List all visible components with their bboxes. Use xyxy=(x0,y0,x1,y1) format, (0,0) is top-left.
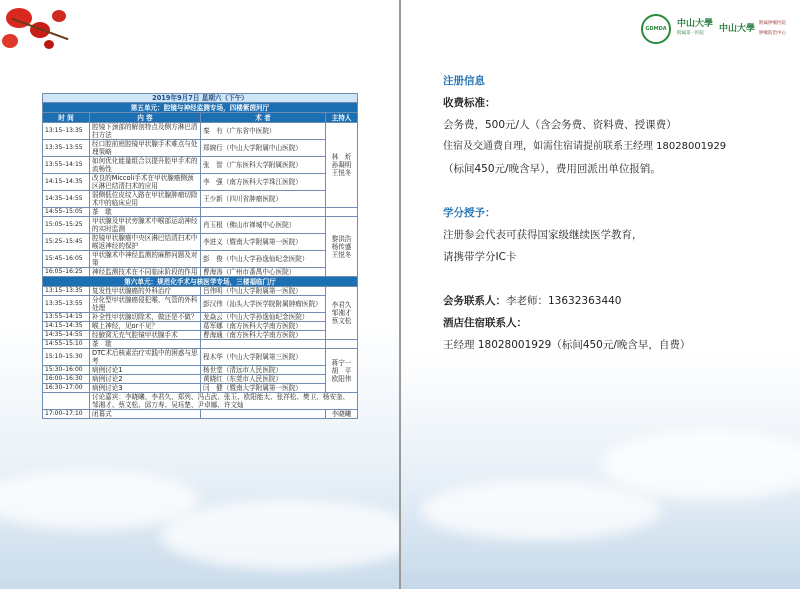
hotel-value: 王经理 18028001929（标间450元/晚含早，自费） xyxy=(443,339,691,351)
table-row xyxy=(43,217,358,234)
fee-line: 会务费，500元/人（含会务费、资料费、授课费） xyxy=(443,119,677,131)
table-row xyxy=(43,123,358,140)
header-speaker: 术 者 xyxy=(201,113,326,123)
table-row xyxy=(43,174,358,191)
row-content: 弱侧低位皮纹入路在甲状腺肿瘤切除术中的临床应用 xyxy=(90,191,201,208)
row-content: 腔镜甲状腺癌中央区淋巴结清扫术中喉返神经的保护 xyxy=(90,234,201,251)
row-speaker: 郑綩行（中山大学附属中山医院） xyxy=(201,140,326,157)
row-time: 15:25–15:45 xyxy=(43,234,90,251)
row-speaker: 葛军娜（南方医科大学南方医院） xyxy=(201,322,326,331)
unit-six-title: 第六单元：规范化手术与核医学专场，三楼福临门厅 xyxy=(43,277,358,287)
sysu-cancer-center-logo: 中山大學 附属肿瘤医院 肿瘤防治中心 xyxy=(718,21,786,36)
closing-content: 闭幕式 xyxy=(90,410,201,419)
row-content: 改良的Miccoli手术在甲状腺癌侧颈区淋巴结清扫术的应用 xyxy=(90,174,201,191)
logo-bar xyxy=(641,12,786,46)
row-content: 病例讨论1 xyxy=(90,366,201,375)
table-row xyxy=(43,296,358,313)
row-speaker: 秦 有（广东省中医院） xyxy=(201,123,326,140)
row-time: 13:55–14:15 xyxy=(43,157,90,174)
row-content: DTC术后核素治疗实践中的困惑与思考 xyxy=(90,349,201,366)
row-speaker: 程木华（中山大学附属第三医院） xyxy=(201,349,326,366)
table-row xyxy=(43,322,358,331)
row-content: 神经监测技术在不同临床阶段的作用 xyxy=(90,268,201,277)
unit-five-title: 第五单元：腔镜与神经监测专场，四楼紫茵河厅 xyxy=(43,103,358,113)
row-content: 腔镜下颈部的解剖特点及侧方淋巴清扫方法 xyxy=(90,123,201,140)
row-content: 茶 歇 xyxy=(90,208,201,217)
row-speaker: 杨世堂（清远市人民医院） xyxy=(201,366,326,375)
row-content: 如何优化能量组合以提升腔甲手术的流畅性 xyxy=(90,157,201,174)
host-cell: 黎洪浩 杨传盛 王悦冬 xyxy=(326,217,358,277)
schedule-table xyxy=(42,93,358,419)
closing-time: 17:00–17:10 xyxy=(43,410,90,419)
row-time: 16:05–16:25 xyxy=(43,268,90,277)
row-time: 16:00–16:30 xyxy=(43,375,90,384)
contact-label: 会务联系人： xyxy=(443,295,506,307)
table-row xyxy=(43,208,358,217)
row-content: 甲状腺术中神经监测的麻醉问题及对策 xyxy=(90,251,201,268)
row-speaker: 曹海通（南方医科大学南方医院） xyxy=(201,331,326,340)
row-time: 13:15–13:35 xyxy=(43,287,90,296)
table-row xyxy=(43,393,358,410)
header-time: 时 间 xyxy=(43,113,90,123)
row-time: 13:55–14:15 xyxy=(43,313,90,322)
sysu-first-hospital-logo: 中山大學 附属第一医院 xyxy=(676,19,713,36)
row-speaker xyxy=(201,208,326,217)
table-row xyxy=(43,157,358,174)
row-time: 14:55–15:05 xyxy=(43,208,90,217)
schedule-date: 2019年9月7日 星期六（下午） xyxy=(43,94,358,103)
lodging-line: 住宿及交通费自理，如需住宿请提前联系王经理 18028001929 xyxy=(443,141,727,152)
row-speaker xyxy=(201,340,326,349)
host-cell: 李君久 邹湘才 蔡文松 xyxy=(326,287,358,340)
table-row xyxy=(43,410,358,419)
table-row xyxy=(43,340,358,349)
row-speaker: 张 智（广东医科大学附属医院） xyxy=(201,157,326,174)
row-speaker: 李进义（暨南大学附属第一医院） xyxy=(201,234,326,251)
row-time: 13:35–13:55 xyxy=(43,296,90,313)
lodging-line2: （标间450元/晚含早），费用回派出单位报销。 xyxy=(443,163,661,175)
credit-title: 学分授予： xyxy=(443,207,496,219)
row-time: 13:35–13:55 xyxy=(43,140,90,157)
table-row xyxy=(43,349,358,366)
row-time: 14:15–14:35 xyxy=(43,174,90,191)
row-speaker: 吕伟明（中山大学附属第一医院） xyxy=(201,287,326,296)
table-row xyxy=(43,313,358,322)
row-speaker: 曹海涛（广州市番禺中心医院） xyxy=(201,268,326,277)
credit-line1: 注册参会代表可获得国家级继续医学教育， xyxy=(443,229,643,241)
row-time: 15:05–15:25 xyxy=(43,217,90,234)
host-cell xyxy=(326,340,358,349)
unit-six-rows xyxy=(43,287,358,393)
table-row xyxy=(43,384,358,393)
contact-value: 李老师：13632363440 xyxy=(506,295,622,307)
contact-line xyxy=(443,290,773,312)
table-row xyxy=(43,191,358,208)
table-row xyxy=(43,268,358,277)
header-content: 内 容 xyxy=(90,113,201,123)
row-time: 15:30–16:00 xyxy=(43,366,90,375)
cloud-decoration xyxy=(160,500,399,570)
table-row xyxy=(43,375,358,384)
host-cell: 蒋宁一 胡 平 欧阳伟 xyxy=(326,349,358,393)
table-row xyxy=(43,251,358,268)
row-content: 茶 歇 xyxy=(90,340,201,349)
registration-info xyxy=(443,70,773,356)
row-content: 甲状腺及甲状旁腺术中喉部运动神经的实时监测 xyxy=(90,217,201,234)
table-row xyxy=(43,234,358,251)
row-speaker: 肖玉根（佛山市禅城中心医院） xyxy=(201,217,326,234)
row-content: 病例讨论3 xyxy=(90,384,201,393)
left-page xyxy=(0,0,399,589)
hotel-label: 酒店住宿联系人： xyxy=(443,317,527,329)
row-speaker: 王少新（四川省肿瘤医院） xyxy=(201,191,326,208)
row-speaker: 龙焱云（中山大学孙逸仙纪念医院） xyxy=(201,313,326,322)
row-content: 喉上神经，见or不见？ xyxy=(90,322,201,331)
host-cell: 林 炘 孙凝明 王悦冬 xyxy=(326,123,358,208)
row-time: 14:15–14:35 xyxy=(43,322,90,331)
row-speaker: 彭 俊（中山大学孙逸仙纪念医院） xyxy=(201,251,326,268)
row-content: 病例讨论2 xyxy=(90,375,201,384)
closing-host: 李晓曦 xyxy=(326,410,358,419)
row-content: 分化型甲状腺癌侵犯喉、气管的外科处理 xyxy=(90,296,201,313)
row-time: 14:55–15:10 xyxy=(43,340,90,349)
unit-five-rows xyxy=(43,123,358,277)
gdmda-logo: GDMDA xyxy=(641,14,671,44)
fee-title: 收费标准： xyxy=(443,97,496,109)
header-host: 主持人 xyxy=(326,113,358,123)
credit-line2: 请携带学分IC卡 xyxy=(443,251,517,263)
row-time: 15:10–15:30 xyxy=(43,349,90,366)
row-content: 经腋窝无充气腔镜甲状腺手术 xyxy=(90,331,201,340)
table-row xyxy=(43,331,358,340)
row-time: 15:45–16:05 xyxy=(43,251,90,268)
row-time: 16:30–17:00 xyxy=(43,384,90,393)
row-speaker: 李 强（南方医科大学珠江医院） xyxy=(201,174,326,191)
row-time: 13:15–13:35 xyxy=(43,123,90,140)
row-time: 14:35–14:55 xyxy=(43,191,90,208)
table-row xyxy=(43,140,358,157)
row-content: 复发性甲状腺癌的外科治疗 xyxy=(90,287,201,296)
row-speaker: 黄晓红（东莞市人民医院） xyxy=(201,375,326,384)
table-row xyxy=(43,366,358,375)
row-speaker: 闫 健（暨南大学附属第一医院） xyxy=(201,384,326,393)
host-cell xyxy=(326,208,358,217)
row-content: 补全性甲状腺切除术，做还是不做？ xyxy=(90,313,201,322)
row-content: 经口腔前庭腔镜甲状腺手术难点与处理策略 xyxy=(90,140,201,157)
registration-title: 注册信息 xyxy=(443,75,485,87)
row-speaker: 彭汉伟（汕头大学医学院附属肿瘤医院） xyxy=(201,296,326,313)
discussion-guests: 讨论嘉宾：李晓曦、李君久、郑列、冯占武、张玉、欧阳能太、张祥松、樊卫、杨安奎、邹湘才、蔡文松、邱万寿、吴珏楚、尹卓娜、许文灿 xyxy=(90,393,358,410)
table-row xyxy=(43,287,358,296)
cloud-decoration xyxy=(421,480,661,540)
row-time: 14:35–14:55 xyxy=(43,331,90,340)
hotel-line xyxy=(443,312,773,356)
